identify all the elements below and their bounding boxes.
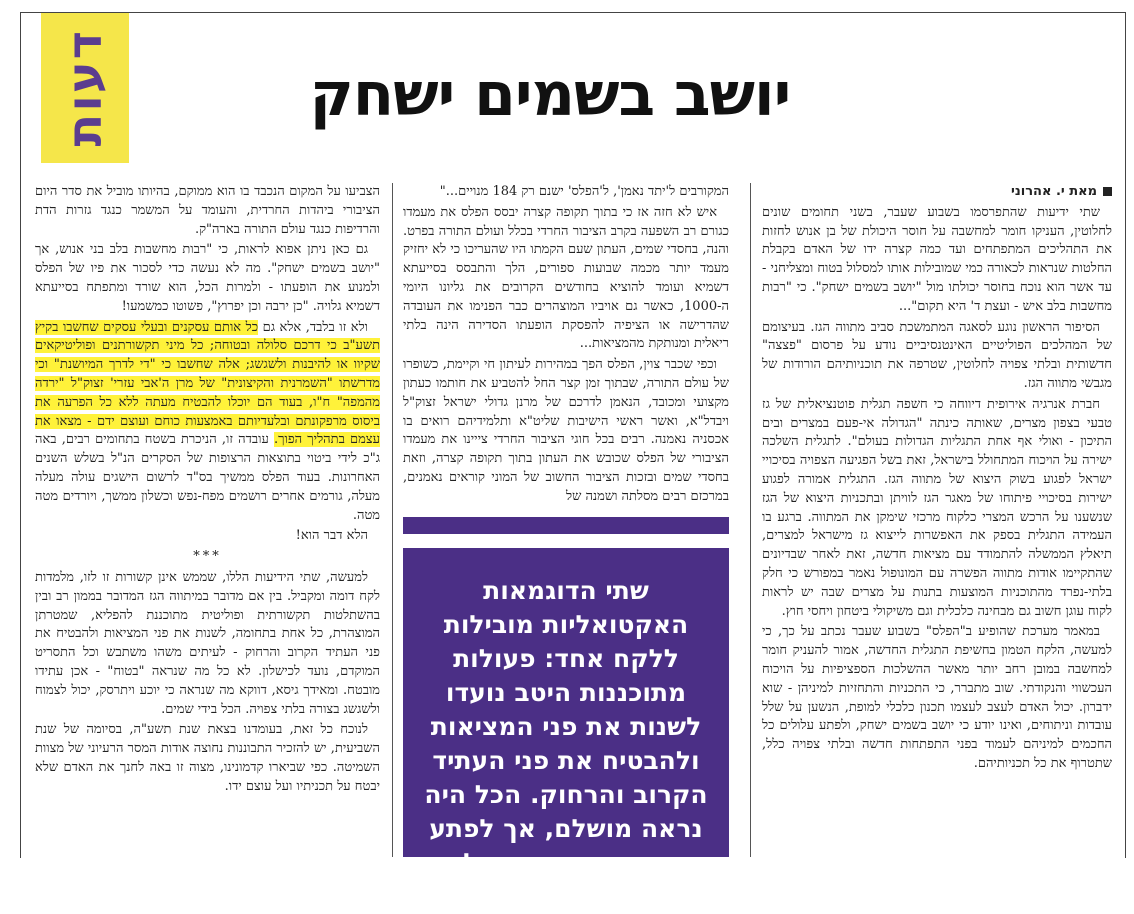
byline — [762, 183, 1112, 202]
headline: יושב בשמים ישחק — [309, 60, 791, 130]
pullquote-text: שתי הדוגמאות האקטואליות מובילות ללקח אחד: פעולות מתוכננות היטב נועדו לשנות את פני המציאות ולהבטיח את פני העתיד הקרוב והרחוק. הכל היה נראה מושלם, אך לפתע משהו השתבש וכל התסריט המוקדם, נועד — [424, 576, 708, 911]
paragraph-highlighted — [35, 319, 380, 526]
paragraph: הלא דבר הוא! — [295, 528, 368, 544]
paragraph: איש לא חזה אז כי בתוך תקופה קצרה יבסס הפלס את מעמדו כגורם רב השפעה בקרב הציבור החרדי בכלל ועולם התורה בפרט. והנה, בחסדי שמים, העתון שעם הקמתו היו שהעריכו כי לא יחזיק מעמד יותר מכמה שבועות ספורים, הלך והתבסס בסייעתא דשמיא ועומד להוציא בחודשים הקרובים את גליונו היומי ה-1000, כאשר גם אויביו המוצהרים כבר הפנימו את העובדה שהדרישה או הציפיה להפסקת הופעתו הסדירה הינה בלתי ריאלית ומנותקת מהמציאות... — [403, 204, 729, 352]
column-divider-right — [750, 183, 751, 857]
paragraph: חברת אנרגיה אירופית דיווחה כי חשפה תגלית פוטנציאלית של גז טבעי בצפון מצרים, שאותה כינתה "הגדולה אי-פעם במצרים ובים התיכון - ואולי אף אחת התגליות הגדולות בעולם". לתגלית השלכה ישירה על הויכוח המתחולל בישראל, זאת בשל הפגיעה הצפויה בסיכויי ישראל לפגוע בשוק היצוא של מתווה הגז. התגלית אמורה לפגוע ישירות בסיכויי פיתוחו של מאגר הגז לוויתן ובתכניות היצוא של הגז שנשענו על הרכש המצרי כלקוח מרכזי שימקן את המתווה. ברגע בו העמידה התגלית בספק את האפשרות לייצוא גז מישראל למצרים, תיאלץ הממשלה להתמודד עם מציאות חדשה, זאת לאחר שבדיונים שהתקיימו אודות מתווה הפשרה עם המונופול נאמר במפורש כי חלק בלתי-נפרד מהתוכניות המוצעות בתנות על מצרים שבה יש לראות לקוח עוגן חשוב גם מבחינה כלכלית וגם משיקולי ביטחון ויחסי חוץ. — [762, 396, 1112, 619]
paragraph: שתי ידיעות שהתפרסמו בשבוע שעבר, בשני תחומים שונים לחלוטין, העניקו חומר למחשבה על חוסר היכולת של בן אנוש לחזות את התהליכים המתפתחים ועד כמה קצרה ידו של האדם בקבלת החלטות שנראות לכאורה כמי שמובילות אותו למסלול בטוח ומצליחני - עד אשר הוא נוכח בחוסר יכולתו מול "יושב בשמים ישחק". כי "רבות מחשבות בלב איש - ועצת ד' היא תקום"... — [762, 204, 1112, 314]
paragraph: הצביעו על המקום הנכבד בו הוא ממוקם, בהיותו מוביל את סדר היום הציבורי ביהדות החרדית, והעומד על המשמר כנגד גזרות הדת והרדיפות כנגד עולם התורה בארה"ק. — [35, 184, 380, 237]
paragraph: המקורבים ל'יתד נאמן', ל'הפלס' ישנם רק 184 מנויים..." — [439, 184, 729, 199]
highlighted-passage: כל אותם עסקנים ובעלי עסקים שחשבו בקיץ תשע"ב כי דרכם סלולה ובטוחה; כל מיני תקשורתנים ופוליטיקאים שקיוו או להיבנות ולשגשג; אלה שחשבו כי "די לדרך המיושנת" וכי מדרשתו "השמרנית והקיצונית" של מרן ה'אבי עזרי' זצוק"ל "ירדה מהמפה" ח"ו, בעוד הם יוכלו להבטיח מעתה ללא כל הפרעה את ביסוס מרפקונתם ובלעדיותם באמצעות כוחם ועוצם ידם - מצאו את עצמם בתהליך הפוך. — [35, 319, 380, 448]
section-break-stars: *** — [193, 549, 222, 565]
section-tag-label: דעות — [57, 29, 113, 147]
article-column-right — [762, 183, 1112, 776]
article-column-middle — [403, 183, 729, 509]
paragraph-lead: ולא זו בלבד, אלא גם — [258, 319, 368, 335]
paragraph: גם כאן ניתן אפוא לראות, כי "רבות מחשבות בלב בני אנוש, אך "יושב בשמים ישחק". מה לא נעשה כדי לסכור את פיו של הפלס ולמנוע את הופעתו - ולמרות הכל, הוא שורד ומתפתח בסייעתא דשמיא גלויה. "כן ירבה וכן יפרוץ", פשוטו כמשמעו! — [35, 242, 380, 314]
paragraph: לנוכח כל זאת, בעומדנו בצאת שנת תשע"ה, בסיומה של שנת השביעית, יש להזכיר התבוננות נחוצה אודות המסר הרעיוני של מצוות השמיטה. כפי שביארו קדמונינו, מצוה זו באה לחנך את האדם שלא יבטח על תכניתיו ועל עוצם ידו. — [35, 722, 380, 794]
paragraph: למעשה, שתי הידיעות הללו, שממש אינן קשורות זו לזו, מלמדות לקח דומה ומקביל. בין אם מדובר במיתווה הגז המדובר בממון רב ובין בהשתלטות תקשורתית ופוליטית מתוכננת להפליא, שמטרתן המוצהרת, כל אחת בתחומה, לשנות את פני המציאות ולהבטיח את פני העתיד הקרוב והרחוק - לעיתים משהו משתבש וכל התסריט המוקדם, נועד לכישלון. לא כל מה שנראה "בטוח" - אכן עתידו מובטח. ומאידך גיסא, דווקא מה שנראה כי יוכע ויתרסק, יכול לצמוח ולשגשג בצורה בלתי צפויה. הכל בידי שמים. — [35, 569, 380, 717]
section-tag — [41, 13, 129, 163]
paragraph: במאמר מערכת שהופיע ב"הפלס" בשבוע שעבר נכתב על כך, כי למעשה, הלקח הטמון בחשיפת התגלית החדשה, אמור להעניק חומר למחשבה במובן רחב יותר מאשר ההשלכות הספציפיות על הויכוח העכשווי והנקודתי. שוב מתברר, כי התכניות והתחזיות למיניהן - שוא ידברון. יכול האדם לעצב לעצמו תכנון כלכלי למופת, הנשען על שלל עובדות וניתוחים, ואינו יודע כי יושב בשמים ישחק, ולפתע עלולים כל החכמים למיניהם לעמוד בפני התפתחות חדשה ובלתי צפויה כלל, שתטרוף את כל תכניותיהם. — [762, 624, 1112, 771]
column-divider-left — [392, 183, 393, 857]
article-column-left — [35, 183, 380, 799]
paragraph: הסיפור הראשון נוגע לסאגה המתמשכת סביב מתווה הגז. בעיצומם של המהלכים הפוליטיים האינטנסיביים נודע על פרסום "פצצה" חדשותית ובלתי צפויה לחלוטין, שטרפה את תוכניותיהם הורודות של מגבשי מתווה הגז. — [762, 319, 1112, 391]
byline-square-icon — [1103, 187, 1112, 196]
byline-text: מאת י. אהרוני — [1011, 184, 1097, 199]
pullquote-box — [403, 548, 729, 911]
paragraph-continuation: עובדה זו, הניכרת בשטח בתחומים רבים, באה ג"כ לידי ביטוי בתוצאות הרצופות של הסקרים הנ"ל בשלש השנים האחרונות. בעוד הפלס ממשיך בס"ד לרשום הישגים עולה מעלה מעלה, גורמים אחרים רושמים מפח-נפש וכשלון ממשך, ויורדים מטה מטה. — [35, 432, 380, 523]
paragraph: וכפי שכבר צוין, הפלס הפך במהירות לעיתון חי וקיימת, כשופרו של עולם התורה, שבתוך זמן קצר החל להטביע את חותמו כעתון מקצועי ומכובד, הנאמן לדרכם של מרנן גדולי ישראל זצוק"ל ויבדל"א, ואשר ראשי הישיבות שליט"א ותלמידיהם רואים בו אכסניה נאמנה. רבים בכל חוגי הציבור החרדי צייינו את מעמדו הציבורי של הפלס שכובש את העתון בתוך תקופה קצרה, וזאת בחסדי שמים ובזכות הציבור החשוב של המוני קוראים נאמנים, במרכזם רבים מסלתה ושמנה של — [403, 357, 729, 504]
pullquote-top-bar — [403, 517, 729, 534]
